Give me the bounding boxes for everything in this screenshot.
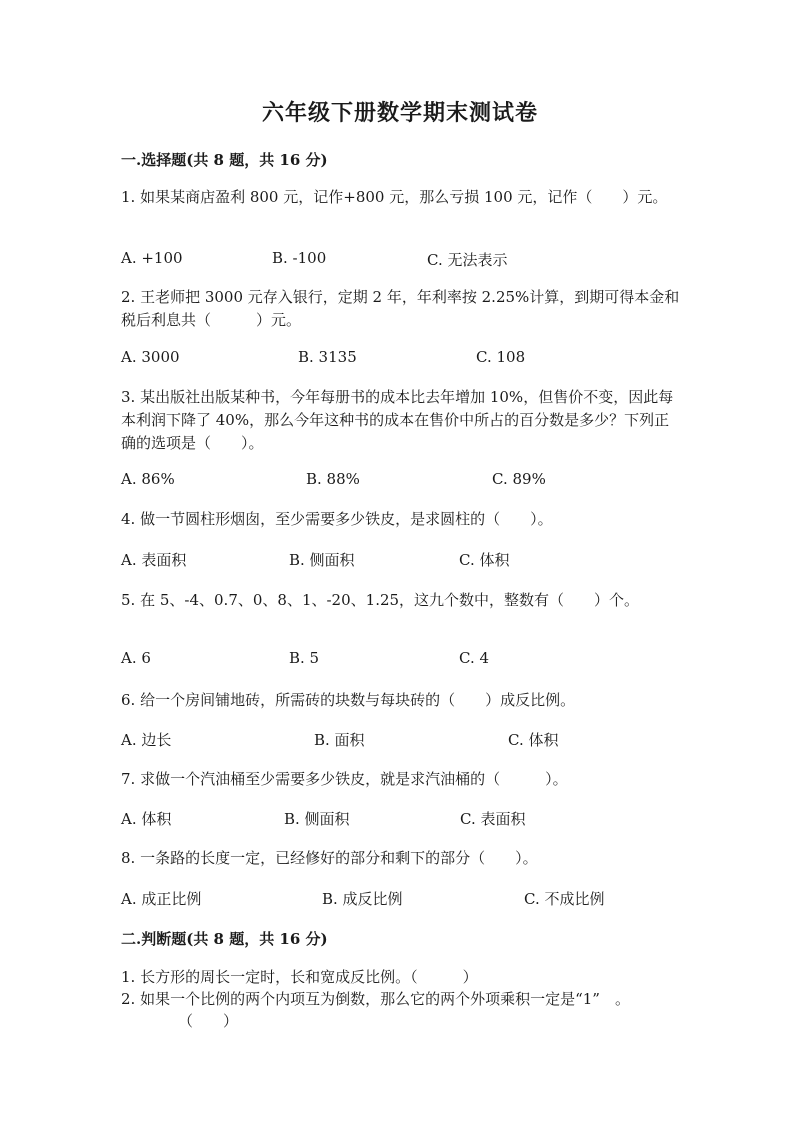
q7-option-b: B. 侧面积 (284, 810, 350, 828)
q8-option-c: C. 不成比例 (524, 890, 605, 908)
q8-option-a: A. 成正比例 (121, 890, 202, 908)
section-heading-judge: 二.判断题(共 8 题，共 16 分) (121, 930, 328, 948)
q7-option-c: C. 表面积 (460, 810, 526, 828)
q5-option-b: B. 5 (289, 649, 320, 667)
q1-option-b: B. -100 (272, 249, 327, 267)
question-6: 6. 给一个房间铺地砖，所需砖的块数与每块砖的（ ）成反比例。 (121, 691, 576, 709)
q5-option-c: C. 4 (459, 649, 490, 667)
page-title: 六年级下册数学期末测试卷 (261, 100, 538, 126)
q2-option-a: A. 3000 (121, 348, 180, 366)
q4-option-b: B. 侧面积 (289, 551, 355, 569)
q3-option-c: C. 89% (492, 470, 546, 488)
question-5: 5. 在 5、-4、0.7、0、8、1、-20、1.25，这九个数中，整数有（ ）个。 (121, 591, 640, 609)
question-2: 2. 王老师把 3000 元存入银行，定期 2 年，年利率按 2.25%计算，到期可得本金和税后利息共（ ）元。 (121, 288, 680, 329)
question-8: 8. 一条路的长度一定，已经修好的部分和剩下的部分（ ）。 (121, 849, 538, 867)
q1-option-c: C. 无法表示 (427, 251, 508, 269)
q2-option-b: B. 3135 (298, 348, 357, 366)
q6-option-c: C. 体积 (508, 731, 559, 749)
q5-option-a: A. 6 (121, 649, 151, 667)
q2-option-c: C. 108 (476, 348, 526, 366)
section-heading-choice: 一.选择题(共 8 题，共 16 分) (121, 151, 328, 169)
judge-question-2-blank: （ ） (178, 1012, 239, 1030)
q3-option-a: A. 86% (121, 470, 175, 488)
q3-option-b: B. 88% (306, 470, 360, 488)
question-1: 1. 如果某商店盈利 800 元，记作+800 元，那么亏损 100 元，记作（ ）元。 (121, 188, 668, 206)
judge-question-2: 2. 如果一个比例的两个内项互为倒数，那么它的两个外项乘积一定是“1” 。 (121, 990, 630, 1008)
judge-question-1: 1. 长方形的周长一定时，长和宽成反比例。（ ） (121, 968, 478, 986)
q7-option-a: A. 体积 (121, 810, 172, 828)
question-3: 3. 某出版社出版某种书，今年每册书的成本比去年增加 10%，但售价不变，因此每本利润下降了 40%，那么今年这种书的成本在售价中所占的百分数是多少？下列正确的选项是（ ）。 (121, 388, 674, 452)
question-7: 7. 求做一个汽油桶至少需要多少铁皮，就是求汽油桶的（ ）。 (121, 770, 568, 788)
q6-option-a: A. 边长 (121, 731, 172, 749)
q1-option-a: A. +100 (121, 249, 183, 267)
q6-option-b: B. 面积 (314, 731, 365, 749)
question-4: 4. 做一节圆柱形烟囱，至少需要多少铁皮，是求圆柱的（ ）。 (121, 510, 553, 528)
q4-option-a: A. 表面积 (121, 551, 187, 569)
q4-option-c: C. 体积 (459, 551, 510, 569)
q8-option-b: B. 成反比例 (322, 890, 403, 908)
